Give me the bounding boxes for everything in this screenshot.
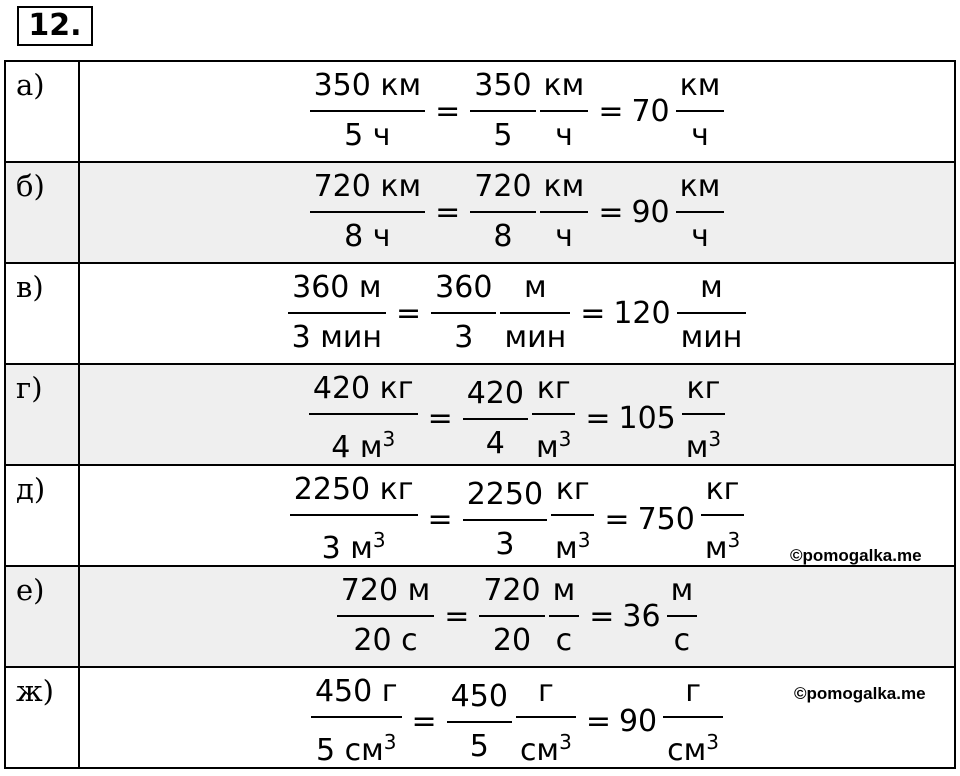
solution-table xyxy=(4,60,956,769)
denominator-text: 5 xyxy=(469,728,489,764)
equation-cell xyxy=(79,162,955,263)
denominator xyxy=(466,727,493,767)
equals-sign: = xyxy=(444,598,470,634)
denominator xyxy=(516,722,576,771)
fraction xyxy=(479,571,544,661)
fraction-bar xyxy=(676,211,725,213)
equals-sign: = xyxy=(585,401,611,436)
denominator-text: 20 xyxy=(492,623,532,658)
numerator: 450 xyxy=(450,678,508,714)
equals-sign: = xyxy=(427,502,453,537)
equals-sign: = xyxy=(396,295,422,331)
fraction xyxy=(290,470,418,569)
fraction-bar xyxy=(470,211,535,213)
fraction xyxy=(532,369,575,468)
equals-sign: = xyxy=(411,704,437,739)
coefficient: 750 xyxy=(637,502,695,537)
fraction xyxy=(463,374,528,464)
fraction-bar xyxy=(500,312,570,314)
problem-number: 12. xyxy=(17,6,93,46)
numerator: 360 xyxy=(435,270,493,305)
denominator xyxy=(500,318,570,358)
numerator: кг xyxy=(555,472,590,507)
equals-sign: = xyxy=(435,194,461,230)
row-label: а) xyxy=(5,61,79,162)
numerator: 2250 xyxy=(466,476,544,512)
fraction-bar xyxy=(288,312,386,314)
denominator-text: мин xyxy=(680,320,743,355)
exponent: 3 xyxy=(559,730,572,754)
numerator: г xyxy=(537,674,554,709)
denominator xyxy=(482,424,509,464)
numerator: м xyxy=(552,573,576,608)
equals-sign: = xyxy=(585,704,611,739)
equation-cell xyxy=(79,61,955,162)
denominator-text: 20 с xyxy=(353,623,418,658)
denominator xyxy=(551,520,594,569)
denominator xyxy=(318,520,390,569)
table-row xyxy=(5,667,955,768)
fraction xyxy=(463,475,547,565)
fraction xyxy=(337,571,434,661)
equation-cell xyxy=(79,667,955,768)
denominator xyxy=(349,621,421,661)
exponent: 3 xyxy=(382,427,396,451)
denominator-text: 8 ч xyxy=(344,219,391,254)
denominator xyxy=(489,621,535,661)
fraction-bar xyxy=(337,615,434,617)
denominator xyxy=(677,318,747,358)
row-label: б) xyxy=(5,162,79,263)
fraction xyxy=(470,167,535,257)
fraction xyxy=(540,167,589,257)
numerator: 420 кг xyxy=(312,371,414,406)
denominator-text: 4 м xyxy=(331,430,383,465)
watermark: ©pomogalka.me xyxy=(794,684,926,703)
numerator: 450 г xyxy=(314,674,398,709)
fraction xyxy=(309,369,418,468)
denominator xyxy=(288,318,386,358)
numerator: кг xyxy=(686,371,721,406)
denominator xyxy=(340,217,394,257)
fraction xyxy=(470,66,535,156)
exponent: 3 xyxy=(372,528,386,552)
fraction xyxy=(667,571,698,661)
coefficient: 70 xyxy=(631,93,670,129)
fraction xyxy=(288,268,386,358)
equation xyxy=(80,571,954,661)
numerator: м xyxy=(523,270,547,305)
equals-sign: = xyxy=(598,194,624,230)
row-label: ж) xyxy=(5,667,79,768)
coefficient: 90 xyxy=(618,704,658,739)
coefficient: 90 xyxy=(631,194,670,230)
equation-cell xyxy=(79,364,955,465)
fraction xyxy=(431,268,496,358)
denominator xyxy=(663,722,723,771)
denominator-text: ч xyxy=(555,118,573,153)
table-row xyxy=(5,364,955,465)
equals-sign: = xyxy=(589,598,615,634)
numerator: м xyxy=(670,573,694,608)
denominator xyxy=(489,217,516,257)
row-label: в) xyxy=(5,263,79,364)
denominator xyxy=(682,419,725,468)
numerator: 420 xyxy=(466,375,524,411)
denominator xyxy=(489,116,516,156)
fraction-bar xyxy=(447,721,512,723)
row-label: е) xyxy=(5,566,79,667)
denominator xyxy=(340,116,394,156)
denominator-text: ч xyxy=(691,219,709,254)
denominator-text: м xyxy=(704,531,728,566)
denominator xyxy=(701,520,744,569)
denominator-text: с xyxy=(673,623,691,658)
denominator-text: ч xyxy=(555,219,573,254)
fraction xyxy=(682,369,725,468)
fraction-bar xyxy=(676,110,725,112)
fraction-bar xyxy=(463,418,528,420)
denominator-text: 3 мин xyxy=(291,320,383,355)
denominator-text: см xyxy=(519,733,560,768)
numerator: 350 xyxy=(474,68,532,103)
fraction xyxy=(676,66,725,156)
fraction xyxy=(677,268,747,358)
denominator-text: 8 xyxy=(493,219,513,254)
coefficient: 105 xyxy=(618,401,676,436)
fraction xyxy=(663,672,723,771)
denominator xyxy=(551,217,577,257)
fraction-bar xyxy=(551,514,594,516)
fraction xyxy=(311,672,402,771)
table-row xyxy=(5,566,955,667)
fraction xyxy=(447,677,512,767)
table-row xyxy=(5,263,955,364)
fraction-bar xyxy=(540,110,589,112)
denominator-text: 3 м xyxy=(321,531,373,566)
watermark: ©pomogalka.me xyxy=(790,546,922,565)
equals-sign: = xyxy=(427,401,453,436)
fraction-bar xyxy=(310,211,426,213)
fraction-bar xyxy=(516,716,576,718)
fraction-bar xyxy=(311,716,402,718)
fraction-bar xyxy=(470,110,535,112)
denominator xyxy=(670,621,695,661)
equation xyxy=(80,369,954,468)
numerator: км xyxy=(543,68,585,103)
fraction xyxy=(310,167,426,257)
numerator: 360 м xyxy=(292,270,382,305)
denominator-text: ч xyxy=(691,118,709,153)
fraction xyxy=(551,470,594,569)
equation xyxy=(80,268,954,358)
denominator-text: м xyxy=(555,531,578,566)
fraction-bar xyxy=(310,110,426,112)
numerator: км xyxy=(679,169,721,204)
coefficient: 36 xyxy=(622,598,661,634)
exponent: 3 xyxy=(577,528,591,552)
equals-sign: = xyxy=(580,295,606,331)
table-row xyxy=(5,61,955,162)
exponent: 3 xyxy=(727,528,741,552)
denominator-text: 3 xyxy=(454,320,474,355)
fraction-bar xyxy=(701,514,744,516)
fraction xyxy=(310,66,426,156)
fraction-bar xyxy=(309,413,418,415)
fraction xyxy=(516,672,576,771)
denominator-text: мин xyxy=(504,320,567,355)
denominator xyxy=(532,419,575,468)
coefficient: 120 xyxy=(613,295,671,331)
denominator-text: 4 xyxy=(485,425,505,461)
fraction-bar xyxy=(549,615,580,617)
denominator xyxy=(687,217,713,257)
numerator: кг xyxy=(705,472,740,507)
numerator: км xyxy=(543,169,585,204)
table-row xyxy=(5,162,955,263)
fraction-bar xyxy=(677,312,747,314)
numerator: км xyxy=(679,68,721,103)
equation-cell xyxy=(79,566,955,667)
denominator xyxy=(687,116,713,156)
denominator xyxy=(312,722,400,771)
numerator: 2250 кг xyxy=(293,472,414,507)
equals-sign: = xyxy=(604,502,630,537)
denominator-text: 5 ч xyxy=(344,118,391,153)
fraction-bar xyxy=(682,413,725,415)
fraction-bar xyxy=(431,312,496,314)
fraction xyxy=(540,66,589,156)
denominator-text: см xyxy=(667,733,707,768)
denominator-text: с xyxy=(555,623,573,658)
fraction-bar xyxy=(663,716,723,718)
fraction-bar xyxy=(479,615,544,617)
fraction xyxy=(701,470,744,569)
fraction xyxy=(676,167,725,257)
fraction-bar xyxy=(540,211,589,213)
fraction xyxy=(500,268,570,358)
equation-cell xyxy=(79,263,955,364)
denominator-text: 5 xyxy=(493,118,513,153)
numerator: 350 км xyxy=(313,68,422,103)
fraction-bar xyxy=(463,519,547,521)
fraction-bar xyxy=(290,514,418,516)
numerator: 720 xyxy=(483,573,541,608)
numerator: м xyxy=(700,270,723,305)
equation xyxy=(80,66,954,156)
denominator xyxy=(551,116,577,156)
exponent: 3 xyxy=(383,730,397,754)
numerator: 720 км xyxy=(313,169,422,204)
denominator xyxy=(552,621,577,661)
numerator: кг xyxy=(536,371,571,406)
exponent: 3 xyxy=(708,427,722,451)
exponent: 3 xyxy=(558,427,572,451)
row-label: г) xyxy=(5,364,79,465)
denominator-text: м xyxy=(685,430,709,465)
row-label: д) xyxy=(5,465,79,566)
denominator xyxy=(450,318,477,358)
numerator: 720 xyxy=(474,169,532,204)
denominator-text: 3 xyxy=(495,526,515,562)
fraction-bar xyxy=(532,413,575,415)
exponent: 3 xyxy=(706,730,720,754)
equals-sign: = xyxy=(598,93,624,129)
denominator-text: м xyxy=(535,430,559,465)
equation xyxy=(80,167,954,257)
denominator xyxy=(327,419,399,468)
fraction xyxy=(549,571,580,661)
numerator: 720 м xyxy=(340,573,431,608)
numerator: г xyxy=(685,674,701,709)
denominator-text: 5 см xyxy=(316,733,384,768)
fraction-bar xyxy=(667,615,698,617)
denominator xyxy=(491,525,518,565)
equals-sign: = xyxy=(435,93,461,129)
